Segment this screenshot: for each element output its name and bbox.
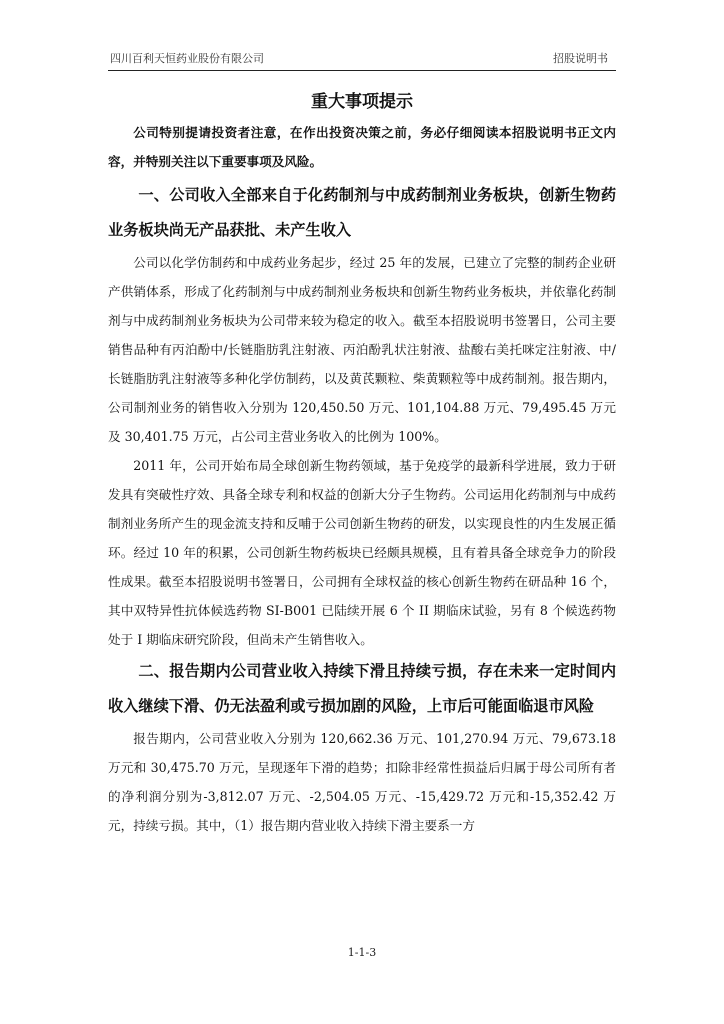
page-number: 1-1-3 xyxy=(347,946,377,959)
section-2-paragraph-1: 报告期内，公司营业收入分别为 120,662.36 万元、101,270.94 万元、79,673.18 万元和 30,475.70 万元，呈现逐年下滑的趋势；扣除非经常性损益后归属于母公司所有者的净利润分别为-3,812.07 万元、-2,504.05 万元、-15,429.72 万元和-15,352.42 万元，持续亏损。其中，（1）报告期内营业收入持续下滑主要系一方 xyxy=(108,731,616,833)
section-1-heading: 一、公司收入全部来自于化药制剂与中成药制剂业务板块，创新生物药业务板块尚无产品获批、未产生收入 xyxy=(108,186,616,239)
section-2-heading: 二、报告期内公司营业收入持续下滑且持续亏损，存在未来一定时间内收入继续下滑、仍无法盈利或亏损加剧的风险，上市后可能面临退市风险 xyxy=(108,662,616,715)
page-header xyxy=(108,50,616,71)
section-1-paragraph-1: 公司以化学仿制药和中成药业务起步，经过 25 年的发展，已建立了完整的制药企业研产供销体系，形成了化药制剂与中成药制剂业务板块和创新生物药业务板块，并依靠化药制剂与中成药制剂业务板块为公司带来较为稳定的收入。截至本招股说明书签署日，公司主要销售品种有丙泊酚中/长链脂肪乳注射液、丙泊酚乳状注射液、盐酸右美托咪定注射液、中/长链脂肪乳注射液等多种化学仿制药，以及黄芪颗粒、柴黄颗粒等中成药制剂。报告期内，公司制剂业务的销售收入分别为 120,450.50 万元、101,104.88 万元、79,495.45 万元及 30,401.75 万元，占公司主营业务收入的比例为 100%。 xyxy=(108,255,616,444)
header-company-name: 四川百利天恒药业股份有限公司 xyxy=(110,52,264,65)
page-title: 重大事项提示 xyxy=(311,92,413,112)
intro-paragraph: 公司特别提请投资者注意，在作出投资决策之前，务必仔细阅读本招股说明书正文内容，并特别关注以下重要事项及风险。 xyxy=(108,125,616,169)
document-body xyxy=(108,86,616,840)
section-1-paragraph-2: 2011 年，公司开始布局全球创新生物药领域，基于免疫学的最新科学进展，致力于研发具有突破性疗效、具备全球专利和权益的创新大分子生物药。公司运用化药制剂与中成药制剂业务所产生的现金流支持和反哺于公司创新生物药的研发，以实现良性的内生发展正循环。经过 10 年的积累，公司创新生物药板块已经颇具规模，且有着具备全球竞争力的阶段性成果。截至本招股说明书签署日，公司拥有全球权益的核心创新生物药在研品种 16 个，其中双特异性抗体候选药物 SI-B001 已陆续开展 6 个 II 期临床试验，另有 8 个候选药物处于 I 期临床研究阶段，但尚未产生销售收入。 xyxy=(108,458,616,647)
header-document-type: 招股说明书 xyxy=(553,52,608,65)
